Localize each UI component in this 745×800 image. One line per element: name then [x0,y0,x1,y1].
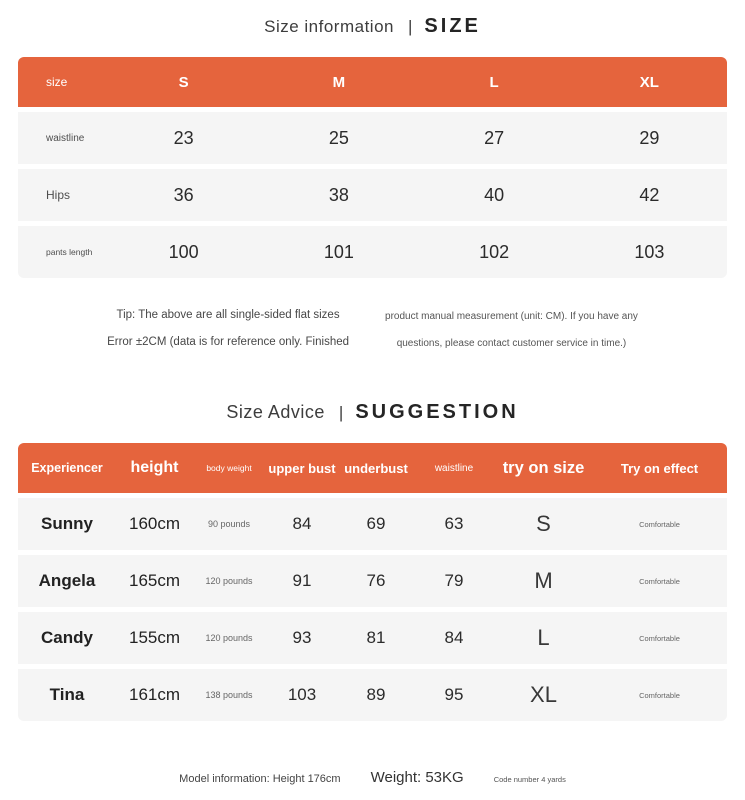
cell-value: 103 [634,241,665,262]
try-on-effect-value: Comfortable [639,519,680,529]
table-row-sunny [18,498,727,550]
upper-bust-value: 103 [287,685,317,704]
col-header-underbust: underbust [344,460,408,476]
cell-value: 102 [479,241,510,262]
suggestion-table-body [18,498,727,721]
experiencer-body-weight: 120 pounds [205,633,253,643]
waistline-value: 63 [444,514,464,533]
cell-value: 27 [484,127,505,148]
experiencer-body-weight: 90 pounds [207,519,251,529]
waistline-value: 79 [444,571,464,590]
tip-line: product manual measurement (unit: CM). If you have any [385,311,638,322]
try-on-size-value: M [534,568,553,593]
model-weight-text: Weight: 53KG [370,769,464,786]
col-header-try-on-size: try on size [502,458,585,477]
try-on-size-value: L [537,625,550,650]
measurement-tip [0,302,745,357]
size-table-header [18,57,727,107]
cell-value: 29 [639,127,660,148]
model-code-text: Code number 4 yards [493,775,566,784]
row-label: Hips [46,188,71,202]
size-col-header-s: S [178,73,189,91]
tip-line: Tip: The above are all single-sided flat sizes [116,309,340,321]
tip-line: questions, please contact customer service in time.) [396,338,627,349]
size-table [18,57,727,278]
try-on-effect-value: Comfortable [639,690,680,700]
experiencer-height: 155cm [128,628,181,647]
experiencer-name: Sunny [41,514,93,533]
experiencer-height: 165cm [128,571,181,590]
cell-value: 38 [328,184,349,205]
upper-bust-value: 91 [292,571,312,590]
model-info-text: Model information: Height 176cm [179,773,341,785]
size-table-body [18,112,727,278]
table-row-tina [18,669,727,721]
size-col-header-m: M [332,73,346,91]
table-row-pants-length [18,226,727,278]
tip-right-column [385,302,638,357]
col-header-body-weight: body weight [206,463,252,473]
experiencer-body-weight: 138 pounds [205,690,253,700]
cell-value: 40 [484,184,505,205]
size-section-title [0,0,745,38]
experiencer-height: 161cm [128,685,181,704]
col-header-height: height [130,459,179,476]
cell-value: 25 [328,127,349,148]
cell-value: 36 [173,184,194,205]
row-label: pants length [46,247,93,257]
try-on-size-value: S [536,511,551,536]
experiencer-name: Candy [41,628,93,647]
experiencer-body-weight: 120 pounds [205,576,253,586]
underbust-value: 81 [366,628,386,647]
try-on-effect-value: Comfortable [639,633,680,643]
col-header-upper-bust: upper bust [268,460,336,476]
advice-title-emphasis: SUGGESTION [355,401,519,423]
tip-left-column [107,302,349,356]
size-title-label: Size information [264,17,394,36]
suggestion-table [18,443,727,721]
col-header-experiencer: Experiencer [31,461,103,475]
table-row-angela [18,555,727,607]
upper-bust-value: 84 [292,514,312,533]
col-header-try-on-effect: Try on effect [620,460,699,476]
experiencer-name: Angela [38,571,96,590]
underbust-value: 69 [366,514,386,533]
try-on-size-value: XL [530,682,557,707]
size-title-divider: | [408,17,413,36]
try-on-effect-value: Comfortable [639,576,680,586]
waistline-value: 95 [444,685,464,704]
tip-line: Error ±2CM (data is for reference only. Finished [107,336,350,348]
model-information [0,769,745,786]
table-row-waistline [18,112,727,164]
experiencer-height: 160cm [128,514,181,533]
advice-title-divider: | [338,403,344,422]
cell-value: 100 [168,241,199,262]
cell-value: 42 [639,184,660,205]
size-col-header-l: L [489,73,499,91]
advice-section-title [0,401,745,424]
waistline-value: 84 [444,628,464,647]
table-row-candy [18,612,727,664]
row-label: waistline [46,132,85,144]
experiencer-name: Tina [49,685,85,704]
size-col-header-xl: XL [639,73,659,91]
suggestion-table-header [18,443,727,493]
underbust-value: 76 [366,571,386,590]
upper-bust-value: 93 [292,628,312,647]
size-table-corner-label: size [46,75,68,89]
table-row-hips [18,169,727,221]
underbust-value: 89 [366,685,386,704]
cell-value: 101 [323,241,354,262]
cell-value: 23 [173,127,194,148]
col-header-waistline: waistline [434,462,474,474]
advice-title-label: Size Advice [226,402,325,422]
size-title-emphasis: SIZE [424,15,481,37]
